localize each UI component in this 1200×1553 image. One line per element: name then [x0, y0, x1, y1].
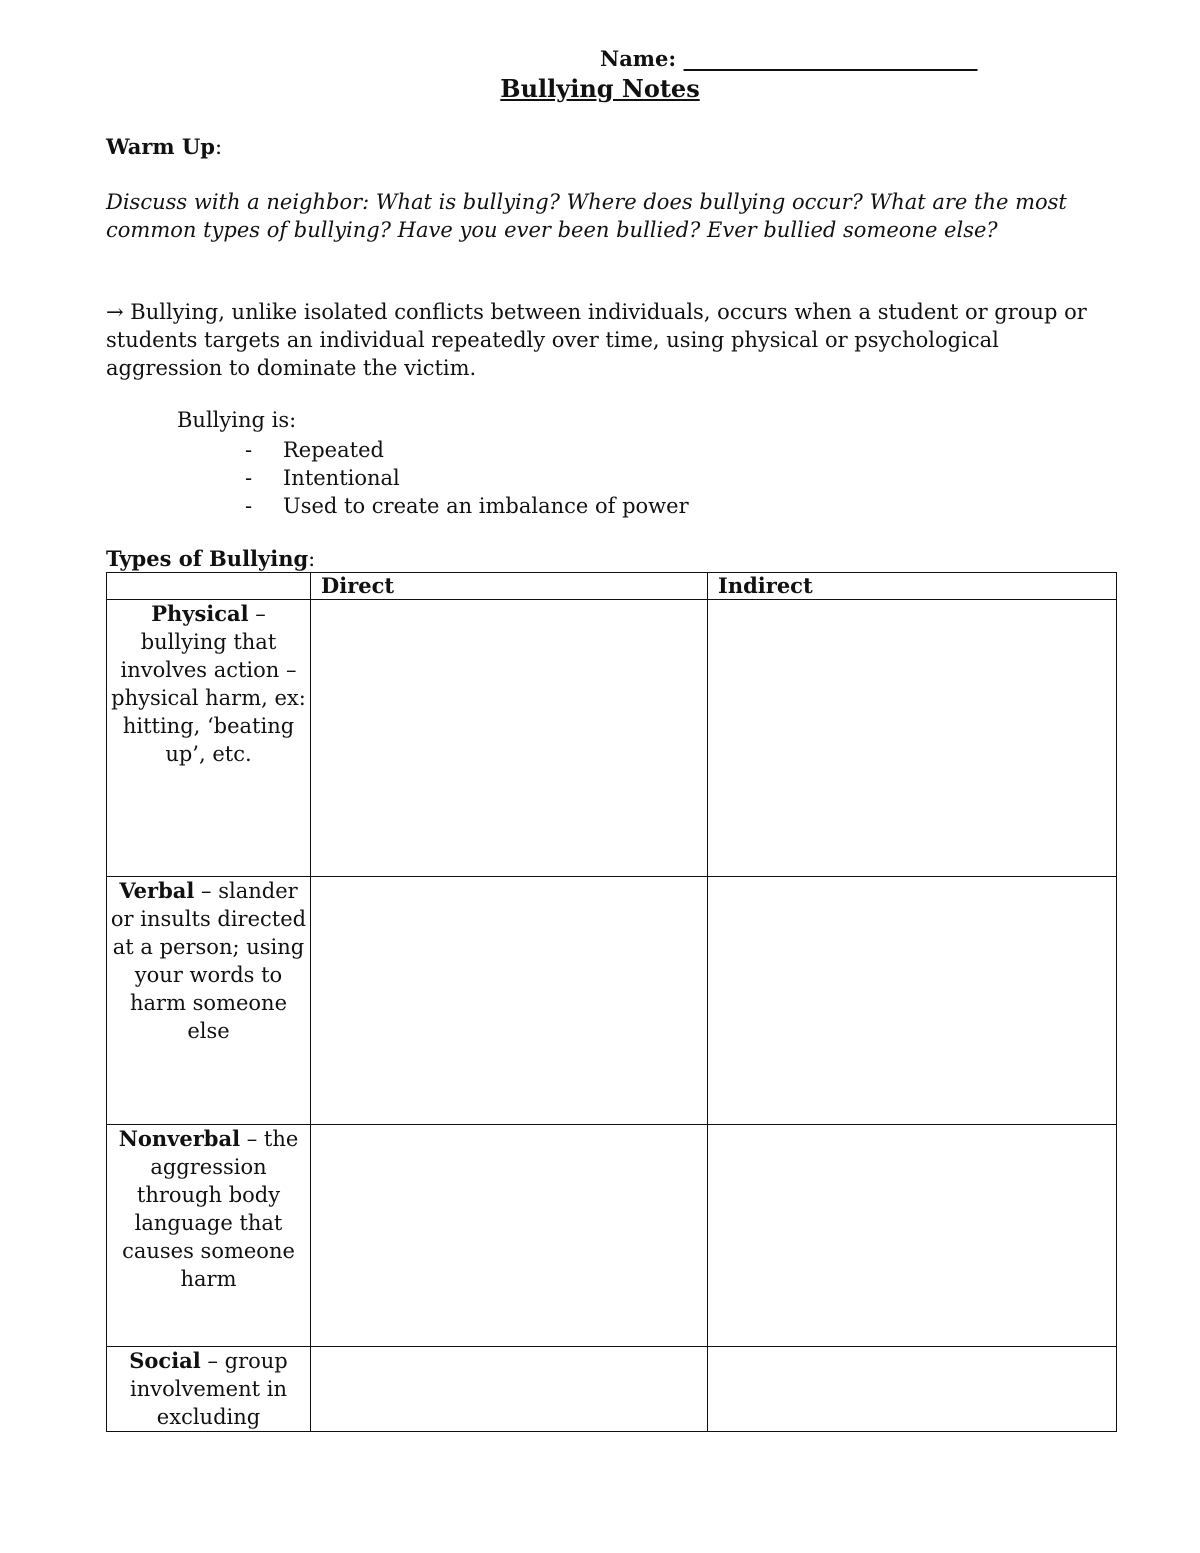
table-header-row — [107, 573, 1117, 600]
warm-up-heading — [106, 134, 222, 159]
bullying-is-list — [245, 436, 689, 520]
name-field[interactable] — [600, 46, 977, 71]
warm-up-label: Warm Up — [106, 134, 215, 159]
cell-social-direct[interactable] — [311, 1347, 708, 1432]
list-item — [245, 464, 689, 492]
table-row — [107, 1125, 1117, 1347]
list-item — [245, 492, 689, 520]
table-row — [107, 600, 1117, 877]
types-label: Types of Bullying — [106, 546, 309, 571]
row-desc: – bullying that involves action – physical harm, ex: hitting, ‘beating up’, etc. — [111, 602, 306, 766]
table-row — [107, 1347, 1117, 1432]
types-colon: : — [308, 547, 316, 571]
cell-nonverbal-direct[interactable] — [311, 1125, 708, 1347]
bullying-is-label: Bullying is: — [177, 408, 297, 432]
list-dash: - — [245, 466, 253, 490]
header-blank — [107, 573, 311, 600]
warm-up-prompt: Discuss with a neighbor: What is bullying? Where does bullying occur? What are the most common types of bullying? Have you ever been bullied? Ever bullied someone else? — [106, 190, 1067, 242]
row-desc: – slander or insults directed at a person; using your words to harm someone else — [110, 879, 307, 1043]
row-term: Verbal — [119, 878, 195, 903]
page-title: Bullying Notes — [500, 74, 700, 103]
row-term: Physical — [151, 601, 249, 626]
list-item-text: Intentional — [283, 466, 400, 490]
cell-physical-direct[interactable] — [311, 600, 708, 877]
header-direct: Direct — [311, 573, 708, 600]
types-table — [106, 572, 1117, 1432]
cell-verbal-direct[interactable] — [311, 877, 708, 1125]
header-indirect: Indirect — [708, 573, 1117, 600]
row-desc: – group involvement in excluding — [130, 1349, 288, 1429]
row-label-social — [107, 1347, 311, 1432]
list-item-text: Used to create an imbalance of power — [283, 494, 689, 518]
cell-social-indirect[interactable] — [708, 1347, 1117, 1432]
cell-nonverbal-indirect[interactable] — [708, 1125, 1117, 1347]
name-blank[interactable]: ____________________________ — [683, 46, 978, 71]
cell-verbal-indirect[interactable] — [708, 877, 1117, 1125]
list-dash: - — [245, 438, 253, 462]
row-term: Social — [129, 1348, 201, 1373]
list-item — [245, 436, 689, 464]
types-heading — [106, 546, 315, 571]
row-label-nonverbal — [107, 1125, 311, 1347]
bullying-definition: → Bullying, unlike isolated conflicts between individuals, occurs when a student or group or students targets an individual repeatedly over time, using physical or psychological aggression to dominate the victim. — [106, 300, 1087, 380]
name-label: Name: — [600, 46, 677, 71]
row-term: Nonverbal — [118, 1126, 241, 1151]
list-dash: - — [245, 494, 253, 518]
row-label-verbal — [107, 877, 311, 1125]
row-desc: – the aggression through body language that causes someone harm — [122, 1127, 299, 1291]
cell-physical-indirect[interactable] — [708, 600, 1117, 877]
list-item-text: Repeated — [283, 438, 384, 462]
table-row — [107, 877, 1117, 1125]
row-label-physical — [107, 600, 311, 877]
warm-up-colon: : — [214, 135, 223, 159]
